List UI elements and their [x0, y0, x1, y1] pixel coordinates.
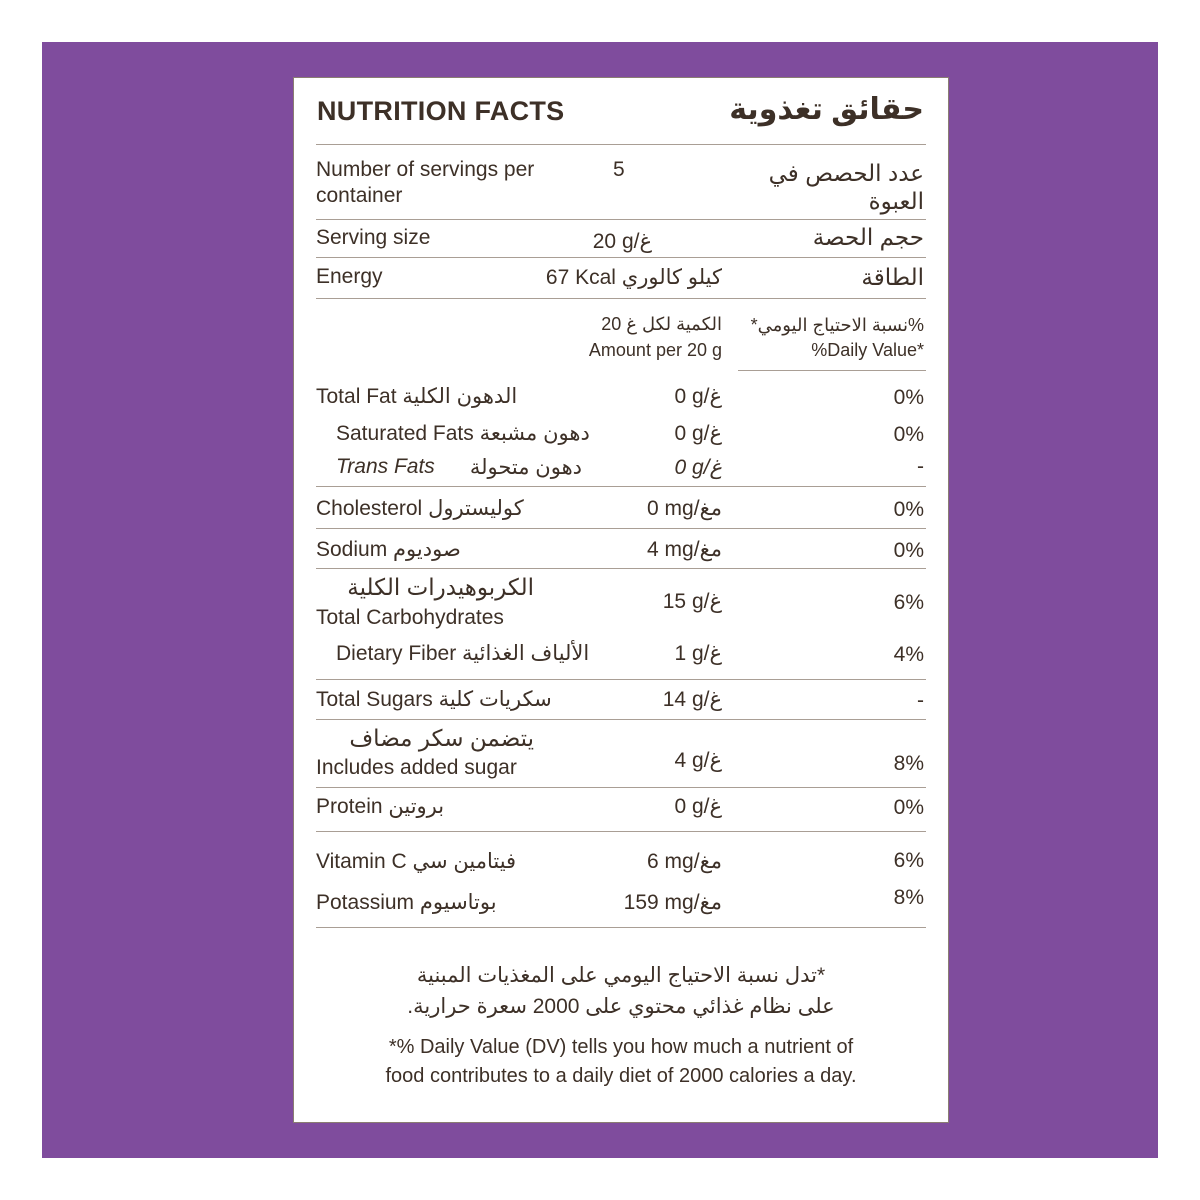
footnote-english-1: *% Daily Value (DV) tells you how much a nutrient of	[388, 1036, 854, 1058]
footnote-arabic-1: *تدل نسبة الاحتياج اليومي على المغذيات المبنية	[416, 964, 826, 987]
energy-label-en: Energy	[316, 265, 383, 288]
divider	[316, 679, 926, 680]
servings-label-ar-2: العبوة	[868, 188, 924, 214]
total-carbohydrates-label-en: Total Carbohydrates	[316, 606, 504, 629]
energy-label-ar: الطاقة	[861, 264, 924, 290]
servings-label-ar-1: عدد الحصص في	[768, 160, 924, 186]
servings-label-en-1: Number of servings per	[316, 158, 535, 181]
protein-amount: 0 g/غ	[674, 795, 722, 818]
serving-size-value: 20 g/غ	[592, 230, 652, 253]
total-fat-label: Total Fat الدهون الكلية	[316, 385, 518, 408]
total-fat-dv: 0%	[893, 386, 924, 409]
divider	[316, 486, 926, 487]
saturated-fats-label: Saturated Fats دهون مشبعة	[336, 422, 590, 445]
added-sugar-label-en: Includes added sugar	[316, 756, 517, 779]
vitamin-c-label: Vitamin C فيتامين سي	[316, 850, 517, 873]
divider	[738, 370, 926, 371]
potassium-label: Potassium بوتاسيوم	[316, 891, 497, 914]
sodium-amount: 4 mg/مغ	[647, 538, 722, 561]
title-arabic: حقائق تغذوية	[729, 93, 924, 126]
potassium-dv: 8%	[893, 886, 924, 909]
cholesterol-dv: 0%	[893, 498, 924, 521]
total-fat-amount: 0 g/غ	[674, 385, 722, 408]
daily-value-header-ar: %نسبة الاحتياج اليومي*	[750, 315, 924, 335]
potassium-amount: 159 mg/مغ	[623, 891, 722, 914]
serving-size-label-en: Serving size	[316, 226, 431, 249]
trans-fats-label-ar: دهون متحولة	[469, 456, 582, 479]
trans-fats-dv: -	[917, 455, 924, 478]
protein-dv: 0%	[893, 796, 924, 819]
divider	[316, 719, 926, 720]
divider	[316, 787, 926, 788]
saturated-fats-amount: 0 g/غ	[674, 422, 722, 445]
trans-fats-amount: 0 g/غ	[674, 456, 722, 479]
sodium-dv: 0%	[893, 539, 924, 562]
total-carbohydrates-amount: 15 g/غ	[662, 590, 722, 613]
cholesterol-amount: 0 mg/مغ	[647, 497, 722, 520]
energy-value: 67 Kcal كيلو كالوري	[545, 266, 722, 289]
sodium-label: Sodium صوديوم	[316, 538, 461, 561]
title-english: NUTRITION FACTS	[317, 96, 565, 126]
added-sugar-dv: 8%	[893, 752, 924, 775]
vitamin-c-dv: 6%	[893, 849, 924, 872]
divider	[316, 144, 926, 145]
nutrition-facts-panel	[293, 77, 949, 1123]
dietary-fiber-label: Dietary Fiber الألياف الغذائية	[336, 642, 590, 665]
divider	[316, 568, 926, 569]
divider	[316, 257, 926, 258]
dietary-fiber-dv: 4%	[893, 643, 924, 666]
divider	[316, 298, 926, 299]
divider	[316, 927, 926, 928]
daily-value-header-en: %Daily Value*	[811, 340, 924, 360]
protein-label: Protein بروتين	[316, 795, 445, 818]
vitamin-c-amount: 6 mg/مغ	[647, 850, 722, 873]
divider	[316, 528, 926, 529]
divider	[316, 219, 926, 220]
servings-label-en-2: container	[316, 184, 403, 207]
amount-header-en: Amount per 20 g	[588, 340, 722, 360]
cholesterol-label: Cholesterol كوليسترول	[316, 497, 524, 520]
added-sugar-label-ar: يتضمن سكر مضاف	[349, 725, 534, 751]
amount-header-ar: الكمية لكل غ 20	[601, 314, 722, 334]
total-sugars-amount: 14 g/غ	[662, 688, 722, 711]
footnote-arabic-2: على نظام غذائي محتوي على 2000 سعرة حرارية.	[407, 995, 835, 1018]
saturated-fats-dv: 0%	[893, 423, 924, 446]
trans-fats-label-en: Trans Fats	[336, 455, 435, 478]
added-sugar-amount: 4 g/غ	[674, 749, 722, 772]
servings-value: 5	[613, 158, 625, 181]
divider	[316, 831, 926, 832]
total-carbohydrates-label-ar: الكربوهيدرات الكلية	[347, 574, 534, 600]
total-sugars-label: Total Sugars سكريات كلية	[316, 688, 552, 711]
dietary-fiber-amount: 1 g/غ	[674, 642, 722, 665]
total-sugars-dv: -	[917, 689, 924, 712]
total-carbohydrates-dv: 6%	[893, 591, 924, 614]
footnote-english-2: food contributes to a daily diet of 2000 calories a day.	[385, 1065, 857, 1087]
serving-size-label-ar: حجم الحصة	[812, 224, 924, 250]
